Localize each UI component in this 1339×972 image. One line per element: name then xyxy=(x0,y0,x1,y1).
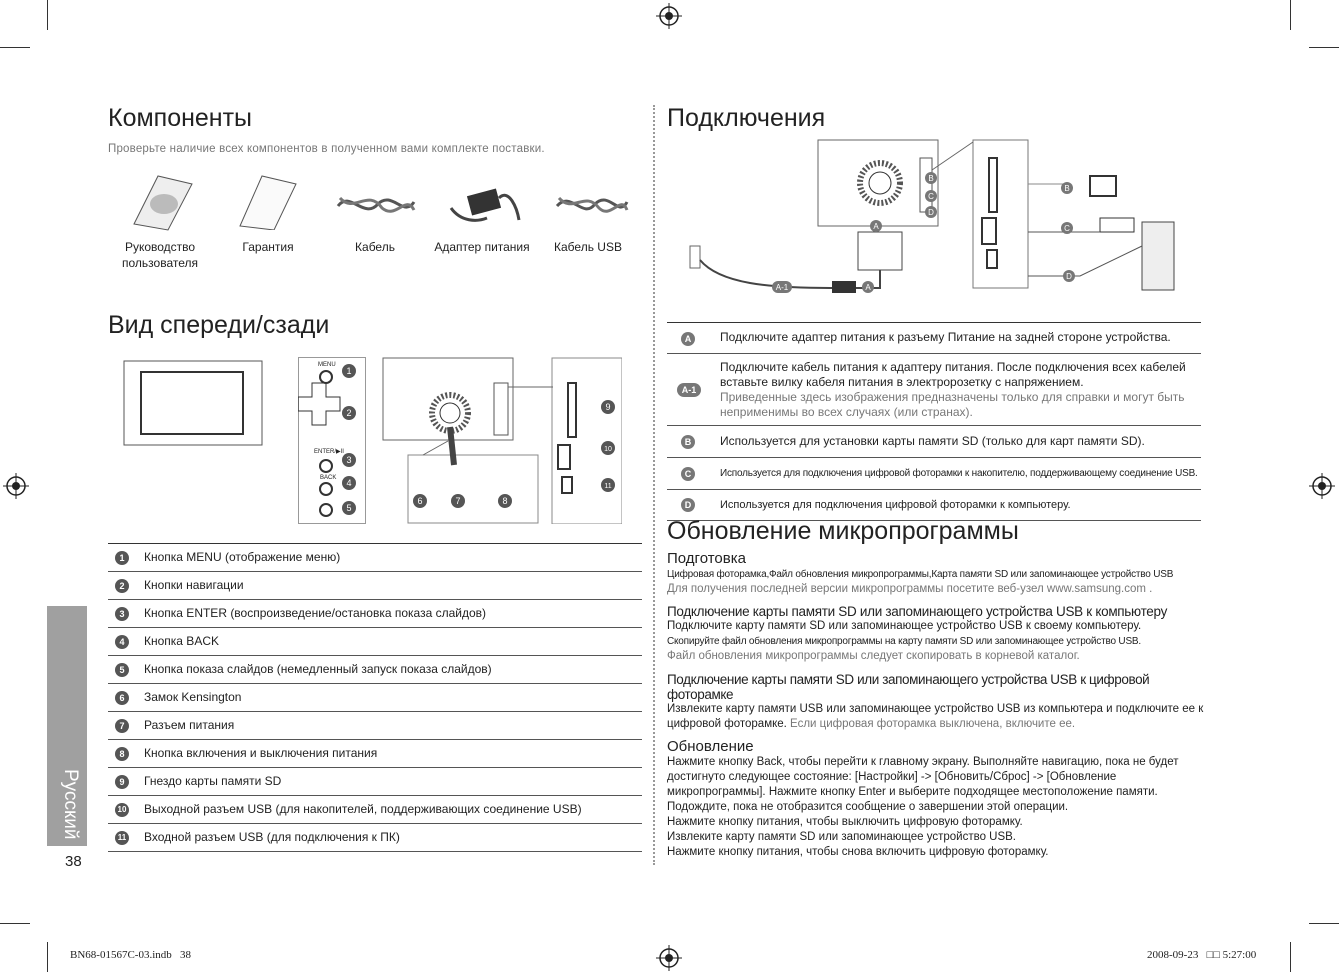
svg-text:A: A xyxy=(873,222,879,231)
item-number: 4 xyxy=(115,635,129,649)
legend-note: Приведенные здесь изображения предназначены только для справки и могут быть неприменимы во всех случаях (или странах). xyxy=(720,390,1185,419)
connections-title: Подключения xyxy=(667,104,826,132)
item-text: Гнездо карты памяти SD xyxy=(144,774,282,788)
footer-date: 2008-09-23 □□ 5:27:00 xyxy=(1147,949,1257,961)
warranty-icon xyxy=(236,174,300,230)
svg-text:9: 9 xyxy=(605,402,611,412)
callout-8 xyxy=(498,494,512,513)
item-text: Кнопка ENTER (воспроизведение/остановка показа слайдов) xyxy=(144,606,487,620)
components-subtitle: Проверьте наличие всех компонентов в полученном вами комплекте поставки. xyxy=(108,143,545,155)
svg-text:3: 3 xyxy=(346,455,352,465)
item-number: 7 xyxy=(115,719,129,733)
enter-label: ENTER/▶II xyxy=(314,449,344,455)
cable-icon xyxy=(334,184,418,224)
item-number: 9 xyxy=(115,775,129,789)
menu-label: MENU xyxy=(318,362,336,368)
crop-mark xyxy=(1290,0,1291,30)
item-number: 8 xyxy=(115,747,129,761)
callout-1 xyxy=(342,364,356,383)
component-label: Гарантия xyxy=(242,240,294,254)
svg-text:7: 7 xyxy=(455,496,461,506)
callout-6 xyxy=(413,494,427,513)
item-text: Замок Kensington xyxy=(144,690,242,704)
item-text: Кнопка показа слайдов (немедленный запуск показа слайдов) xyxy=(144,662,492,676)
svg-text:D: D xyxy=(928,208,934,217)
legend-text: Используется для подключения цифровой фоторамки к компьютеру. xyxy=(720,499,1071,511)
svg-text:11: 11 xyxy=(604,483,612,490)
firmware-content xyxy=(667,550,1207,860)
legend-row xyxy=(667,354,1201,426)
list-item xyxy=(108,712,642,740)
list-item xyxy=(108,824,642,852)
language-tab xyxy=(47,606,87,846)
section-note: Файл обновления микропрограммы следует скопировать в корневой каталог. xyxy=(667,650,1080,662)
connections-legend xyxy=(667,322,1201,521)
section-text: Цифровая фоторамка,Файл обновления микропрограммы,Карта памяти SD или запоминающее устройство USB xyxy=(667,569,1174,580)
usb-cable-icon xyxy=(553,186,631,224)
registration-mark-icon xyxy=(656,3,682,29)
front-back-title: Вид спереди/сзади xyxy=(108,311,330,339)
svg-text:4: 4 xyxy=(346,478,352,488)
item-text: Кнопка BACK xyxy=(144,634,219,648)
item-number: 2 xyxy=(115,579,129,593)
registration-mark-icon xyxy=(1309,473,1335,499)
callout-9 xyxy=(601,400,615,419)
legend-row xyxy=(667,458,1201,490)
component-label: Кабель USB xyxy=(554,240,622,254)
item-text: Разъем питания xyxy=(144,718,235,732)
registration-mark-icon xyxy=(656,945,682,971)
item-text: Кнопки навигации xyxy=(144,578,244,592)
section-text: Нажмите кнопку питания, чтобы выключить цифровую фоторамку. xyxy=(667,816,1023,828)
section-text: Нажмите кнопку питания, чтобы снова включить цифровую фоторамку. xyxy=(667,846,1049,858)
crop-mark xyxy=(0,47,30,48)
callout-3 xyxy=(342,453,356,472)
callout-2 xyxy=(342,406,356,425)
connections-diagram xyxy=(680,136,1180,296)
svg-text:1: 1 xyxy=(346,366,352,376)
callout-4 xyxy=(342,476,356,495)
legend-row xyxy=(667,323,1201,354)
column-separator xyxy=(653,105,655,865)
section-text: Подождите, пока не отобразится сообщение о завершении этой операции. xyxy=(667,801,1069,813)
svg-text:A-1: A-1 xyxy=(775,283,789,292)
list-item xyxy=(108,740,642,768)
section-text: Извлеките карту памяти SD или запоминающее устройство USB. xyxy=(667,831,1016,843)
front-back-list xyxy=(108,543,642,852)
list-item xyxy=(108,684,642,712)
callout-10 xyxy=(601,441,615,460)
crop-mark xyxy=(1290,942,1291,972)
svg-text:B: B xyxy=(1064,184,1070,193)
back-label: BACK xyxy=(320,475,337,481)
svg-text:C: C xyxy=(1064,224,1070,233)
item-number: 5 xyxy=(115,663,129,677)
callout-5 xyxy=(342,501,356,520)
legend-main-text: Подключите кабель питания к адаптеру питания. После подключения всех кабелей вставьте вилку кабеля питания в электророзетку с напряжением. xyxy=(720,360,1186,389)
list-item xyxy=(108,628,642,656)
item-text: Кнопка MENU (отображение меню) xyxy=(144,550,341,564)
language-tab-label: Русский xyxy=(60,769,81,840)
component-label: Руководство пользователя xyxy=(122,240,198,270)
list-item xyxy=(108,796,642,824)
crop-mark xyxy=(0,923,30,924)
section-note: Если цифровая фоторамка выключена, включите ее. xyxy=(786,718,1076,730)
manual-icon xyxy=(128,174,196,232)
list-item xyxy=(108,656,642,684)
section-text: Подключите карту памяти SD или запоминающее устройство USB к своему компьютеру. xyxy=(667,620,1142,632)
crop-mark xyxy=(47,0,48,30)
frame-front-image xyxy=(123,360,263,446)
crop-mark xyxy=(47,942,48,972)
page-number: 38 xyxy=(65,853,82,870)
legend-badge: A-1 xyxy=(677,383,701,397)
callout-7 xyxy=(451,494,465,513)
list-item xyxy=(108,600,642,628)
item-text: Выходной разъем USB (для накопителей, поддерживающих соединение USB) xyxy=(144,802,582,816)
legend-text: Используется для установки карты памяти SD (только для карт памяти SD). xyxy=(720,434,1145,448)
crop-mark xyxy=(1309,923,1339,924)
legend-badge: D xyxy=(681,498,695,512)
registration-mark-icon xyxy=(3,473,29,499)
legend-badge: B xyxy=(681,435,695,449)
callout-11 xyxy=(601,478,615,497)
frame-back-diagram xyxy=(298,357,622,524)
legend-text: Используется для подключения цифровой фоторамки к накопителю, поддерживающему соединение USB. xyxy=(720,468,1198,479)
component-label: Адаптер питания xyxy=(434,240,530,254)
list-item xyxy=(108,544,642,572)
svg-text:2: 2 xyxy=(346,408,352,418)
svg-text:6: 6 xyxy=(417,496,423,506)
section-main-text: Извлеките карту памяти USB или запоминающее устройство USB из компьютера и подключите ее к цифровой фоторамке. xyxy=(667,703,1204,730)
section-text xyxy=(667,702,1207,732)
svg-text:A: A xyxy=(865,283,871,292)
legend-badge: C xyxy=(681,467,695,481)
footer-file: BN68-01567C-03.indb 38 xyxy=(70,949,191,961)
section-note: Для получения последней версии микропрограммы посетите веб-узел www.samsung.com . xyxy=(667,583,1153,595)
section-text: Скопируйте файл обновления микропрограммы на карту памяти SD или запоминающее устройство USB. xyxy=(667,636,1141,647)
section-heading: Обновление xyxy=(667,738,754,755)
crop-mark xyxy=(1309,47,1339,48)
item-text: Входной разъем USB (для подключения к ПК) xyxy=(144,830,400,844)
section-heading: Подключение карты памяти SD или запоминающего устройства USB к цифровой фоторамке xyxy=(667,672,1150,702)
svg-text:C: C xyxy=(928,192,934,201)
list-item xyxy=(108,572,642,600)
firmware-title: Обновление микропрограммы xyxy=(667,517,1019,545)
power-adapter-icon xyxy=(447,178,523,228)
item-number: 11 xyxy=(115,831,129,845)
legend-text: Подключите адаптер питания к разъему Питание на задней стороне устройства. xyxy=(720,330,1171,344)
component-label: Кабель xyxy=(355,240,395,254)
legend-text xyxy=(720,360,1190,420)
svg-text:D: D xyxy=(1066,272,1072,281)
list-item xyxy=(108,768,642,796)
item-text: Кнопка включения и выключения питания xyxy=(144,746,378,760)
svg-text:5: 5 xyxy=(346,503,352,513)
section-heading: Подготовка xyxy=(667,550,746,567)
item-number: 10 xyxy=(115,803,129,817)
item-number: 3 xyxy=(115,607,129,621)
legend-row xyxy=(667,426,1201,458)
legend-badge: A xyxy=(681,332,695,346)
item-number: 1 xyxy=(115,551,129,565)
components-title: Компоненты xyxy=(108,104,253,132)
item-number: 6 xyxy=(115,691,129,705)
svg-text:B: B xyxy=(928,174,934,183)
section-heading: Подключение карты памяти SD или запоминающего устройства USB к компьютеру xyxy=(667,604,1168,619)
section-text: Нажмите кнопку Back, чтобы перейти к главному экрану. Выполняйте навигацию, пока не будет достигнуто следующее состояние: [Настройки] -> [Обновить/Сброс] -> [Обновление микропрограммы]. Нажмите кнопку Enter и выберите подходящее местоположение памяти. xyxy=(667,756,1179,798)
svg-text:8: 8 xyxy=(502,496,508,506)
svg-text:10: 10 xyxy=(604,446,612,453)
